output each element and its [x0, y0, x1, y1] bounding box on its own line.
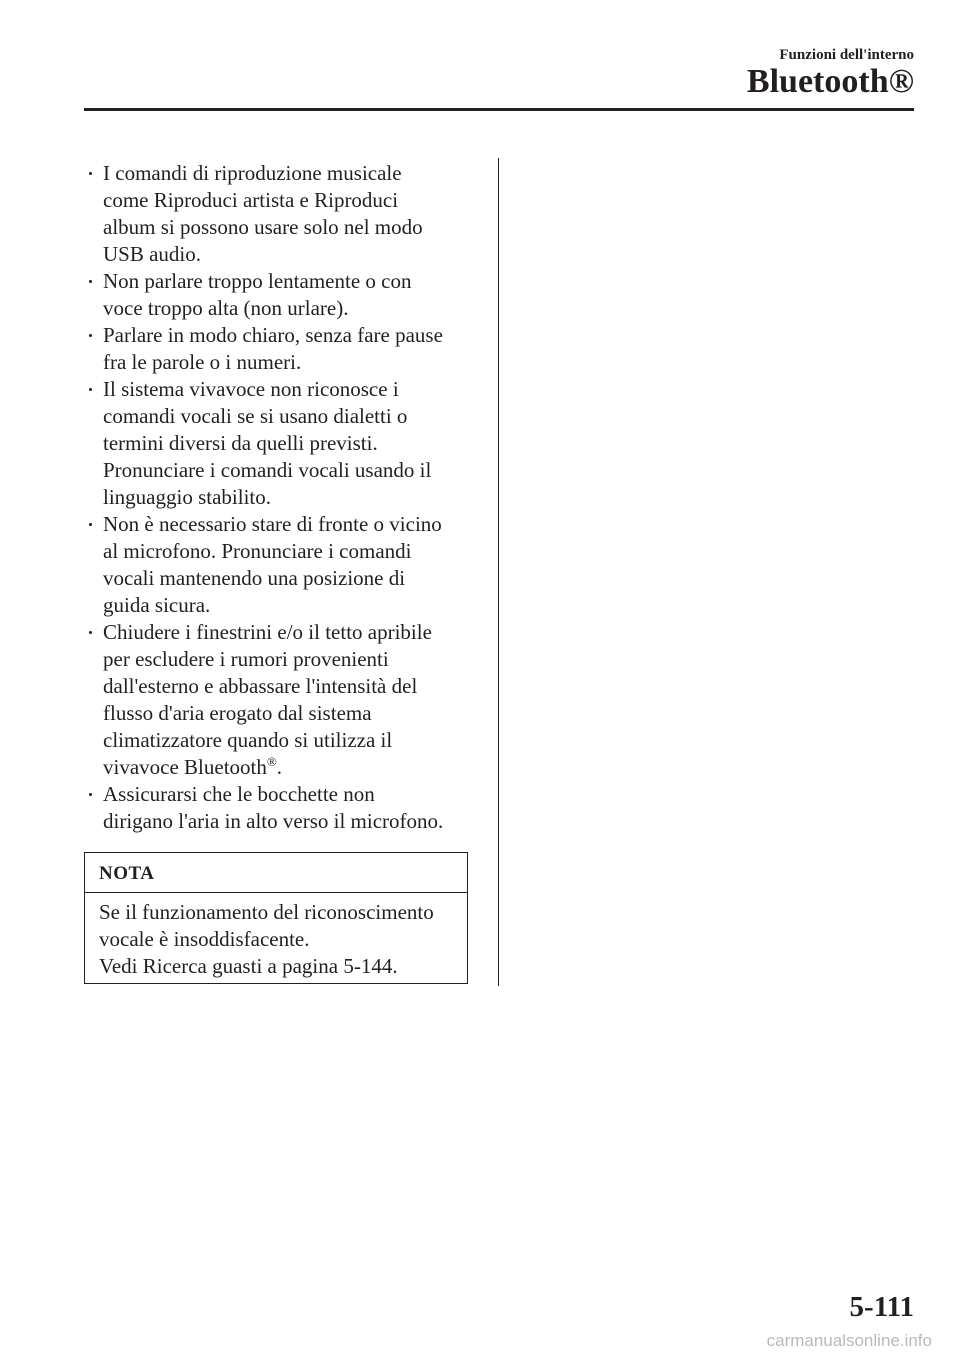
section-heading: Funzioni dell'interno	[779, 47, 914, 63]
list-item	[84, 160, 503, 268]
list-item	[84, 322, 503, 376]
list-item-text: Chiudere i finestrini e/o il tetto apribile per escludere i rumori provenienti dall'esterno e abbassare l'intensità del flusso d'aria erogato dal sistema climatizzatore quando si utilizza il vivavoce Bluetooth	[103, 620, 432, 779]
list-item	[84, 376, 503, 511]
bullet-dot-icon	[89, 172, 92, 175]
list-item	[84, 511, 503, 619]
watermark: carmanualsonline.info	[766, 1331, 932, 1350]
list-item-tail: .	[276, 755, 283, 779]
page-number: 5-111	[849, 1291, 914, 1323]
header-rule	[84, 108, 914, 111]
bullet-dot-icon	[89, 280, 92, 283]
note-divider	[85, 892, 467, 893]
list-item	[84, 619, 503, 781]
page-title: Bluetooth®	[746, 63, 914, 100]
bullet-dot-icon	[89, 631, 92, 634]
note-label: NOTA	[99, 863, 155, 884]
tips-list	[84, 160, 484, 835]
list-item	[84, 268, 503, 322]
bullet-dot-icon	[89, 388, 92, 391]
list-item-text: Il sistema vivavoce non riconosce i comandi vocali se si usano dialetti o termini diversi da quelli previsti. Pronunciare i comandi vocali usando il linguaggio stabilito.	[103, 377, 432, 509]
note-box	[84, 852, 468, 984]
list-item	[84, 781, 503, 835]
list-item-text: Parlare in modo chiaro, senza fare pause fra le parole o i numeri.	[103, 323, 443, 374]
list-item-text: Non è necessario stare di fronte o vicino al microfono. Pronunciare i comandi vocali mantenendo una posizione di guida sicura.	[103, 512, 442, 617]
bullet-dot-icon	[89, 793, 92, 796]
registered-mark: ®	[266, 754, 277, 769]
column-divider	[498, 158, 499, 986]
list-item-text: I comandi di riproduzione musicale come Riproduci artista e Riproduci album si possono usare solo nel modo USB audio.	[103, 161, 423, 266]
bullet-dot-icon	[89, 523, 92, 526]
note-text: Se il funzionamento del riconoscimento vocale è insoddisfacente. Vedi Ricerca guasti a pagina 5-144.	[99, 900, 434, 978]
list-item-text: Non parlare troppo lentamente o con voce troppo alta (non urlare).	[103, 269, 412, 320]
bullet-dot-icon	[89, 334, 92, 337]
list-item-text: Assicurarsi che le bocchette non dirigano l'aria in alto verso il microfono.	[103, 782, 444, 833]
left-column	[84, 160, 484, 835]
